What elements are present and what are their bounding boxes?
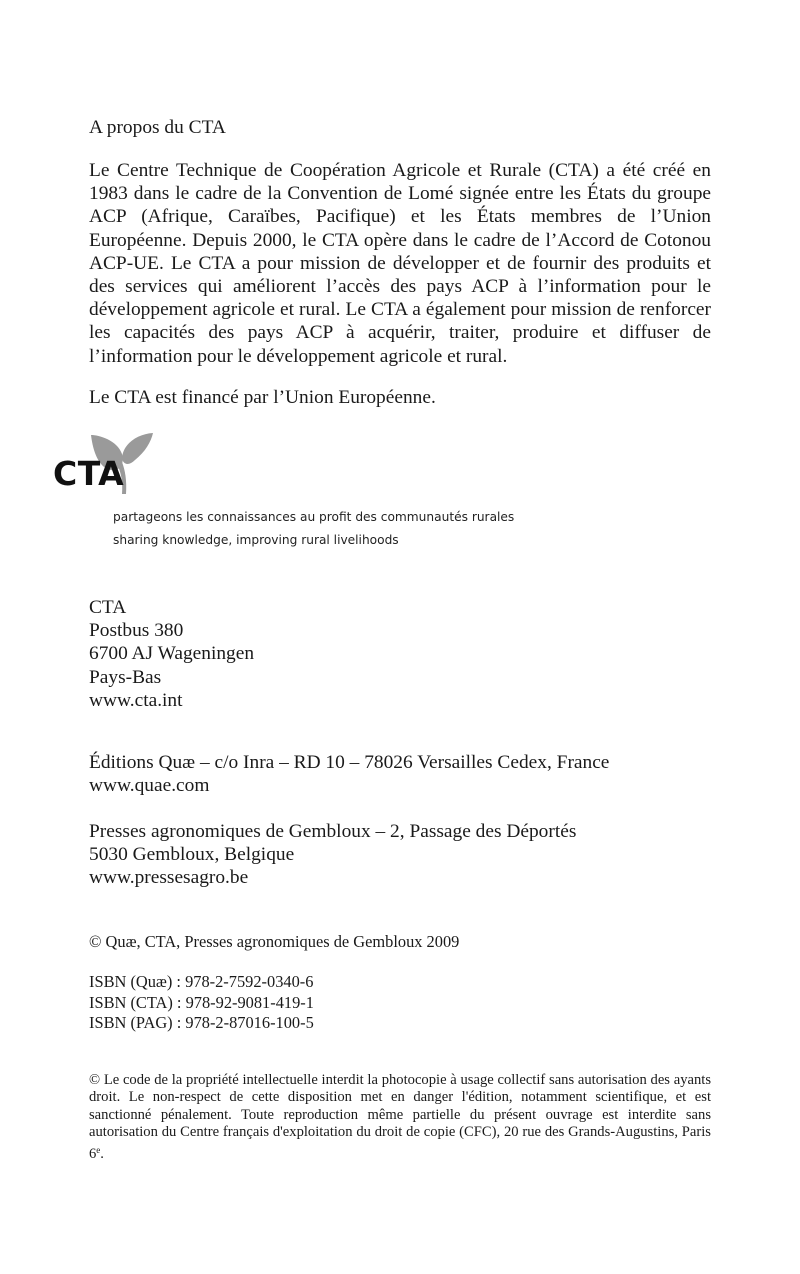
logo-tagline-en: sharing knowledge, improving rural livelihoods [113,533,399,547]
presses-publisher [89,820,711,890]
presses-city: 5030 Gembloux, Belgique [89,844,295,866]
copyright-notice: © Quæ, CTA, Presses agronomiques de Gembloux 2009 [89,932,460,951]
presses-address: Presses agronomiques de Gembloux – 2, Passage des Déportés [89,821,577,842]
cta-website: www.cta.int [89,689,183,711]
isbn-line: ISBN (CTA) : 978-92-9081-419-1 [89,992,314,1012]
address-line: Pays-Bas [89,666,162,688]
legal-text: © Le code de la propriété intellectuelle interdit la photocopie à usage collectif sans autorisation des ayants droit. Le non-respect de cette disposition met en danger l'édition, notamment scientifique, et est sanctionné pénalement. Toute reproduction même partielle du présent ouvrage est interdite sans autorisation du Centre français d'exploitation du droit de copie (CFC), 20 rue des Grands-Augustins, Paris 6 [89,1072,711,1162]
address-line: CTA [89,597,127,618]
legal-superscript: e [96,1144,101,1155]
logo-tagline-fr: partageons les connaissances au profit des communautés rurales [113,510,515,524]
section-heading: A propos du CTA [89,117,226,138]
presses-website: www.pressesagro.be [89,867,249,889]
isbn-line: ISBN (Quæ) : 978-2-7592-0340-6 [89,972,314,991]
quae-website: www.quae.com [89,775,210,797]
address-line: Postbus 380 [89,620,184,642]
isbn-list [89,972,711,1034]
funding-note: Le CTA est financé par l’Union Européenne. [89,387,436,408]
intro-paragraph: Le Centre Technique de Coopération Agricole et Rurale (CTA) a été créé en 1983 dans le cadre de la Convention de Lomé signée entre les États du groupe ACP (Afrique, Caraïbes, Pacifique) et les États membres de l’Union Européenne. Depuis 2000, le CTA opère dans le cadre de l’Accord de Cotonou ACP-UE. Le CTA a pour mission de développer et de fournir des produits et des services qui améliorent l’accès des pays ACP à l’information pour le développement agricole et rural. Le CTA a également pour mission de renforcer les capacités des pays ACP à acquérir, traiter, produire et diffuser de l’information pour le développement agricole et rural. [89,160,711,367]
logo-wordmark: CTA [53,454,125,493]
address-line: 6700 AJ Wageningen [89,643,255,665]
isbn-line: ISBN (PAG) : 978-2-87016-100-5 [89,1013,314,1032]
cta-address [89,596,711,712]
legal-end: . [100,1145,104,1162]
quae-publisher [89,751,711,797]
legal-notice [89,1072,711,1163]
quae-address: Éditions Quæ – c/o Inra – RD 10 – 78026 Versailles Cedex, France [89,752,610,773]
